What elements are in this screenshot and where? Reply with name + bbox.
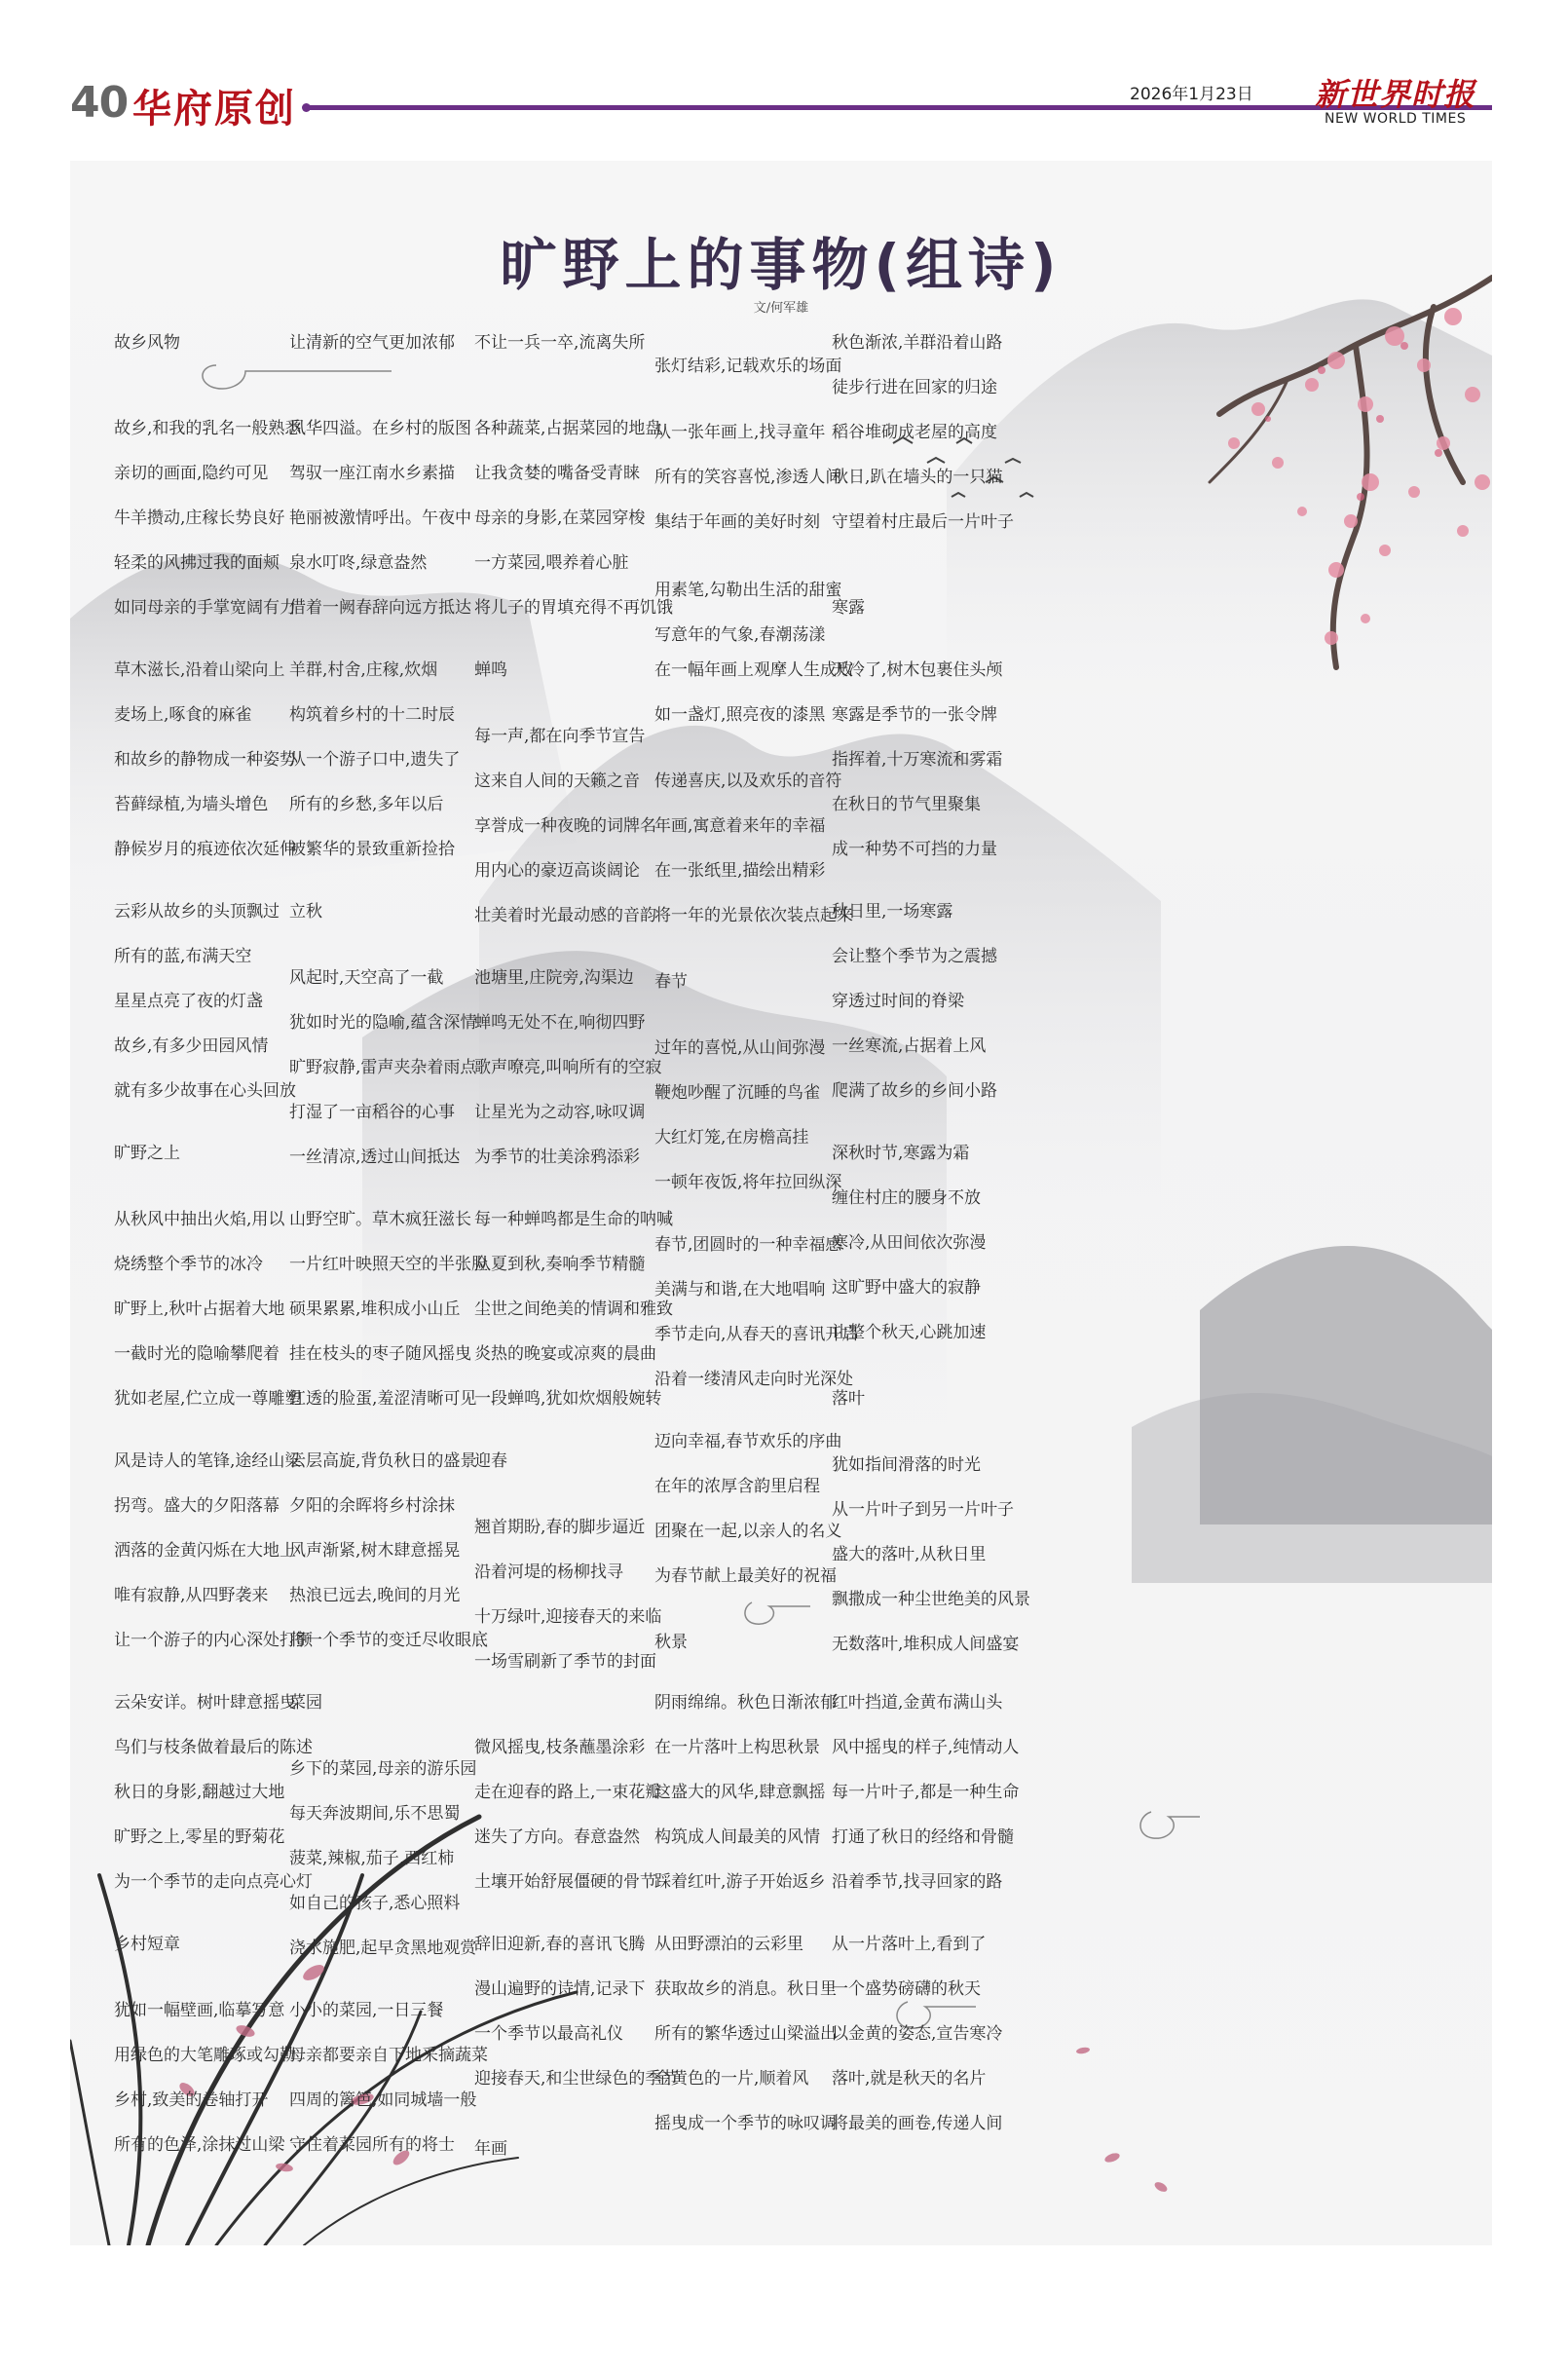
poem-line: 乡下的菜园,母亲的游乐园 xyxy=(289,1759,477,1779)
poem-line: 用素笔,勾勒出生活的甜蜜 xyxy=(654,581,842,600)
section-title: 华府原创 xyxy=(132,87,296,132)
poem-line: 一方菜园,喂养着心脏 xyxy=(474,553,629,573)
poem-line: 集结于年画的美好时刻 xyxy=(654,512,820,532)
poem-line: 云层高旋,背负秋日的盛景 xyxy=(289,1451,477,1471)
poem-line: 一丝寒流,占据着上风 xyxy=(832,1036,987,1056)
poem-line: 在秋日的节气里聚集 xyxy=(832,795,981,814)
poem-line: 挂在枝头的枣子随风摇曳 xyxy=(289,1344,471,1364)
poem-line: 用内心的豪迈高谈阔论 xyxy=(474,861,640,881)
poem-line: 犹如时光的隐喻,蕴含深情 xyxy=(289,1013,477,1033)
poem-heading: 春节 xyxy=(654,972,688,992)
poem-line: 传递喜庆,以及欢乐的音符 xyxy=(654,772,842,791)
poem-line: 让清新的空气更加浓郁 xyxy=(289,333,455,353)
poem-line: 犹如指间滑落的时光 xyxy=(832,1455,981,1475)
poem-line: 在一片落叶上构思秋景 xyxy=(654,1738,820,1757)
poem-line: 一场雪刷新了季节的封面 xyxy=(474,1652,656,1672)
poem-line: 星星点亮了夜的灯盏 xyxy=(114,992,263,1011)
poem-heading: 乡村短章 xyxy=(114,1935,180,1954)
poem-line: 将最美的画卷,传递人间 xyxy=(832,2114,1003,2133)
poem-line: 浇水施肥,起早贪黑地观赏 xyxy=(289,1939,477,1958)
poem-line: 每一种蝉鸣都是生命的呐喊 xyxy=(474,1210,673,1229)
poem-line: 季节走向,从春天的喜讯开启 xyxy=(654,1325,859,1344)
poem-line: 守望着村庄最后一片叶子 xyxy=(832,512,1014,532)
poem-line: 一顿年夜饭,将年拉回纵深 xyxy=(654,1173,842,1192)
poem-line: 团聚在一起,以亲人的名义 xyxy=(654,1522,842,1541)
poem-line: 构筑成人间最美的风情 xyxy=(654,1827,820,1847)
poem-heading: 落叶 xyxy=(832,1389,865,1409)
poem-line: 鸟们与枝条做着最后的陈述 xyxy=(114,1738,313,1757)
poem-heading: 年画 xyxy=(474,2139,507,2159)
poem-line: 深秋时节,寒露为霜 xyxy=(832,1144,970,1163)
poem-line: 一片红叶映照天空的半张脸 xyxy=(289,1255,488,1274)
poem-line: 苔藓绿植,为墙头增色 xyxy=(114,795,269,814)
poem-line: 将一个季节的变迁尽收眼底 xyxy=(289,1631,488,1650)
poem-line: 云朵安详。树叶肆意摇曳 xyxy=(114,1693,296,1713)
poem-line: 如同母亲的手掌宽阔有力 xyxy=(114,598,296,618)
poem-line: 无数落叶,堆积成人间盛宴 xyxy=(832,1635,1020,1654)
poem-line: 获取故乡的消息。秋日里 xyxy=(654,1979,837,1999)
poem-line: 所有的色泽,涂抹过山梁 xyxy=(114,2135,285,2155)
newspaper-logo-en: NEW WORLD TIMES xyxy=(1325,111,1467,127)
poem-line: 写意年的气象,春潮荡漾 xyxy=(654,625,826,645)
issue-date: 2026年1月23日 xyxy=(1130,85,1253,104)
poem-line: 十万绿叶,迎接春天的来临 xyxy=(474,1607,662,1627)
poem-line: 这来自人间的天籁之音 xyxy=(474,772,640,791)
poem-line: 风中摇曳的样子,纯情动人 xyxy=(832,1738,1020,1757)
poem-line: 蝉鸣无处不在,响彻四野 xyxy=(474,1013,646,1033)
poem-line: 每一片叶子,都是一种生命 xyxy=(832,1783,1020,1802)
poem-line: 成一种势不可挡的力量 xyxy=(832,840,997,859)
poem-line: 沿着季节,找寻回家的路 xyxy=(832,1872,1003,1892)
poem-line: 热浪已远去,晚间的月光 xyxy=(289,1586,461,1605)
poem-line: 寒露是季节的一张令牌 xyxy=(832,705,997,725)
poem-line: 鞭炮吵醒了沉睡的鸟雀 xyxy=(654,1083,820,1103)
poem-line: 一个季节以最高礼仪 xyxy=(474,2024,623,2044)
poem-line: 驾驭一座江南水乡素描 xyxy=(289,464,455,483)
poem-line: 飘撒成一种尘世绝美的风景 xyxy=(832,1590,1030,1609)
poem-line: 走在迎春的路上,一束花瓣 xyxy=(474,1783,662,1802)
poem-line: 将儿子的胃填充得不再饥饿 xyxy=(474,598,673,618)
poem-heading: 秋景 xyxy=(654,1633,688,1652)
poem-line: 小小的菜园,一日三餐 xyxy=(289,2001,444,2020)
article-byline: 文/何军雄 xyxy=(753,301,809,316)
poem-line: 天冷了,树木包裹住头颅 xyxy=(832,660,1003,680)
poem-line: 年画,寓意着来年的幸福 xyxy=(654,816,826,836)
poem-line: 艳丽被激情呼出。午夜中 xyxy=(289,508,471,528)
poem-heading: 立秋 xyxy=(289,902,322,922)
poem-line: 大红灯笼,在房檐高挂 xyxy=(654,1128,809,1148)
poem-line: 漫山遍野的诗情,记录下 xyxy=(474,1979,646,1999)
poem-line: 所有的繁华透过山梁溢出 xyxy=(654,2024,837,2044)
poem-line: 美满与和谐,在大地唱响 xyxy=(654,1280,826,1299)
poem-line: 张灯结彩,记载欢乐的场面 xyxy=(654,357,842,376)
poem-line: 缠住村庄的腰身不放 xyxy=(832,1188,981,1208)
poem-line: 就有多少故事在心头回放 xyxy=(114,1081,296,1101)
poem-line: 羊群,村舍,庄稼,炊烟 xyxy=(289,660,438,680)
poem-line: 守住着菜园所有的将士 xyxy=(289,2135,455,2155)
poem-heading: 蝉鸣 xyxy=(474,660,507,680)
poem-line: 被繁华的景致重新捡拾 xyxy=(289,840,455,859)
poem-line: 泉水叮咚,绿意盎然 xyxy=(289,553,428,573)
poem-line: 踩着红叶,游子开始返乡 xyxy=(654,1872,826,1892)
poem-heading: 菜园 xyxy=(289,1693,322,1713)
poem-line: 一个盛势磅礴的秋天 xyxy=(832,1979,981,1999)
poem-line: 风是诗人的笔锋,途经山梁 xyxy=(114,1451,302,1471)
poem-line: 这盛大的风华,肆意飘摇 xyxy=(654,1783,826,1802)
poem-line: 从夏到秋,奏响季节精髓 xyxy=(474,1255,646,1274)
poem-line: 如一盏灯,照亮夜的漆黑 xyxy=(654,705,826,725)
poem-line: 寒冷,从田间依次弥漫 xyxy=(832,1233,987,1253)
poem-line: 犹如一幅壁画,临摹写意 xyxy=(114,2001,285,2020)
poem-line: 故乡,和我的乳名一般熟悉 xyxy=(114,419,302,438)
page-number: 40 xyxy=(70,78,129,128)
poem-heading: 故乡风物 xyxy=(114,333,180,353)
poem-line: 歌声嘹亮,叫响所有的空寂 xyxy=(474,1058,662,1077)
poem-line: 所有的蓝,布满天空 xyxy=(114,947,252,966)
poem-line: 将一年的光景依次装点起来 xyxy=(654,906,853,925)
poem-line: 为一个季节的走向点亮心灯 xyxy=(114,1872,313,1892)
poem-line: 硕果累累,堆积成小山丘 xyxy=(289,1299,461,1319)
poem-line: 春节,团圆时的一种幸福感 xyxy=(654,1235,842,1255)
poem-line: 四周的篱笆,如同城墙一般 xyxy=(289,2090,477,2110)
poem-line: 草木滋长,沿着山梁向上 xyxy=(114,660,285,680)
poem-line: 亲切的画面,隐约可见 xyxy=(114,464,269,483)
newspaper-logo: 新世界时报 xyxy=(1315,76,1476,113)
poem-line: 稻谷堆砌成老屋的高度 xyxy=(832,423,997,442)
poem-line: 洒落的金黄闪烁在大地上 xyxy=(114,1541,296,1561)
poem-line: 金黄色的一片,顺着风 xyxy=(654,2069,809,2089)
poem-line: 轻柔的风拂过我的面颊 xyxy=(114,553,280,573)
poem-line: 牛羊攒动,庄稼长势良好 xyxy=(114,508,285,528)
poem-line: 让一个游子的内心深处打颤 xyxy=(114,1631,313,1650)
poem-line: 从田野漂泊的云彩里 xyxy=(654,1935,803,1954)
poem-line: 一截时光的隐喻攀爬着 xyxy=(114,1344,280,1364)
poem-line: 所有的乡愁,多年以后 xyxy=(289,795,444,814)
poem-line: 阴雨绵绵。秋色日渐浓郁 xyxy=(654,1693,837,1713)
poem-line: 各种蔬菜,占据菜园的地盘 xyxy=(474,419,662,438)
article-title: 旷野上的事物(组诗) xyxy=(500,232,1063,298)
poem-line: 池塘里,庄院旁,沟渠边 xyxy=(474,968,634,988)
poem-line: 打通了秋日的经络和骨髓 xyxy=(832,1827,1014,1847)
poem-line: 以金黄的姿态,宣告寒冷 xyxy=(832,2024,1003,2044)
poem-line: 从一片叶子到另一片叶子 xyxy=(832,1500,1014,1520)
poem-line: 菠菜,辣椒,茄子,西红柿 xyxy=(289,1849,455,1868)
poem-line: 从一个游子口中,遗失了 xyxy=(289,750,461,770)
poem-panel xyxy=(70,161,1492,2245)
poem-line: 沿着河堤的杨柳找寻 xyxy=(474,1563,623,1582)
poem-line: 麦场上,啄食的麻雀 xyxy=(114,705,252,725)
poem-line: 迈向幸福,春节欢乐的序曲 xyxy=(654,1432,842,1451)
poem-line: 炎热的晚宴或凉爽的晨曲 xyxy=(474,1344,656,1364)
poem-heading: 迎春 xyxy=(474,1451,507,1471)
poem-line: 静候岁月的痕迹依次延伸 xyxy=(114,840,296,859)
poem-line: 唯有寂静,从四野袭来 xyxy=(114,1586,269,1605)
poem-line: 构筑着乡村的十二时辰 xyxy=(289,705,455,725)
poem-line: 穿透过时间的脊梁 xyxy=(832,992,964,1011)
poem-line: 每天奔波期间,乐不思蜀 xyxy=(289,1804,461,1824)
poem-line: 云彩从故乡的头顶飘过 xyxy=(114,902,280,922)
poem-line: 红叶挡道,金黄布满山头 xyxy=(832,1693,1003,1713)
poem-line: 摇曳成一个季节的咏叹调 xyxy=(654,2114,837,2133)
poem-line: 风起时,天空高了一截 xyxy=(289,968,444,988)
poem-line: 秋日的身影,翻越过大地 xyxy=(114,1783,285,1802)
poem-line: 从一片落叶上,看到了 xyxy=(832,1935,987,1954)
poem-line: 母亲都要亲自下地采摘蔬菜 xyxy=(289,2046,488,2065)
poem-line: 打湿了一亩稻谷的心事 xyxy=(289,1103,455,1122)
poem-line: 在一幅年画上观摩人生成败 xyxy=(654,660,853,680)
poem-line: 徒步行进在回家的归途 xyxy=(832,378,997,397)
poem-line: 会让整个季节为之震撼 xyxy=(832,947,997,966)
poem-line: 和故乡的静物成一种姿势 xyxy=(114,750,296,770)
poem-line: 在年的浓厚含韵里启程 xyxy=(654,1477,820,1496)
poem-line: 风华四溢。在乡村的版图 xyxy=(289,419,471,438)
poem-line: 迷失了方向。春意盎然 xyxy=(474,1827,640,1847)
poem-line: 过年的喜悦,从山间弥漫 xyxy=(654,1038,826,1058)
poem-line: 让整个秋天,心跳加速 xyxy=(832,1323,987,1342)
poem-line: 如自己的孩子,悉心照料 xyxy=(289,1894,461,1913)
poem-line: 所有的笑容喜悦,渗透人间 xyxy=(654,468,842,487)
poem-line: 每一声,都在向季节宣告 xyxy=(474,727,646,746)
poem-line: 红透的脸蛋,羞涩清晰可见 xyxy=(289,1389,477,1409)
poem-line: 微风摇曳,枝条蘸墨涂彩 xyxy=(474,1738,646,1757)
poem-line: 拐弯。盛大的夕阳落幕 xyxy=(114,1496,280,1516)
poem-heading: 旷野之上 xyxy=(114,1144,180,1163)
poem-line: 用绿色的大笔雕琢或勾勒 xyxy=(114,2046,296,2065)
poem-line: 盛大的落叶,从秋日里 xyxy=(832,1545,987,1564)
poem-line: 沿着一缕清风走向时光深处 xyxy=(654,1370,853,1389)
poem-line: 旷野上,秋叶占据着大地 xyxy=(114,1299,285,1319)
poem-line: 一段蝉鸣,犹如炊烟般婉转 xyxy=(474,1389,662,1409)
poem-line: 犹如老屋,伫立成一尊雕塑 xyxy=(114,1389,302,1409)
poem-line: 风声渐紧,树木肆意摇晃 xyxy=(289,1541,461,1561)
poem-line: 尘世之间绝美的情调和雅致 xyxy=(474,1299,673,1319)
poem-line: 秋日里,一场寒露 xyxy=(832,902,953,922)
poem-line: 迎接春天,和尘世绿色的季节 xyxy=(474,2069,679,2089)
poem-line: 辞旧迎新,春的喜讯飞腾 xyxy=(474,1935,646,1954)
poem-line: 让我贪婪的嘴备受青睐 xyxy=(474,464,640,483)
poem-line: 旷野之上,零星的野菊花 xyxy=(114,1827,285,1847)
poem-line: 翘首期盼,春的脚步逼近 xyxy=(474,1518,646,1537)
poem-line: 土壤开始舒展僵硬的骨节 xyxy=(474,1872,656,1892)
poem-line: 享誉成一种夜晚的词牌名 xyxy=(474,816,656,836)
poem-line: 落叶,就是秋天的名片 xyxy=(832,2069,987,2089)
poem-line: 这旷野中盛大的寂静 xyxy=(832,1278,981,1298)
poem-line: 旷野寂静,雷声夹杂着雨点 xyxy=(289,1058,477,1077)
poem-line: 山野空旷。草木疯狂滋长 xyxy=(289,1210,471,1229)
poem-line: 从一张年画上,找寻童年 xyxy=(654,423,826,442)
poem-line: 秋色渐浓,羊群沿着山路 xyxy=(832,333,1003,353)
poem-line: 壮美着时光最动感的音韵 xyxy=(474,906,656,925)
poem-line: 烧绣整个季节的冰冷 xyxy=(114,1255,263,1274)
poem-line: 故乡,有多少田园风情 xyxy=(114,1036,269,1056)
poem-line: 母亲的身影,在菜园穿梭 xyxy=(474,508,646,528)
poem-line: 爬满了故乡的乡间小路 xyxy=(832,1081,997,1101)
poem-line: 乡村,致美的卷轴打开 xyxy=(114,2090,269,2110)
poem-line: 夕阳的余晖将乡村涂抹 xyxy=(289,1496,455,1516)
poem-line: 秋日,趴在墙头的一只猫 xyxy=(832,468,1003,487)
poem-line: 一丝清凉,透过山间抵达 xyxy=(289,1148,461,1167)
poem-line: 为春节献上最美好的祝福 xyxy=(654,1566,837,1586)
poem-line: 在一张纸里,描绘出精彩 xyxy=(654,861,826,881)
poem-line: 从秋风中抽出火焰,用以 xyxy=(114,1210,285,1229)
poem-line: 指挥着,十万寒流和雾霜 xyxy=(832,750,1003,770)
poem-line: 让星光为之动容,咏叹调 xyxy=(474,1103,646,1122)
poem-line: 不让一兵一卒,流离失所 xyxy=(474,333,646,353)
poem-line: 为季节的壮美涂鸦添彩 xyxy=(474,1148,640,1167)
poem-heading: 寒露 xyxy=(832,598,865,618)
poem-line: 借着一阙春辞向远方抵达 xyxy=(289,598,471,618)
